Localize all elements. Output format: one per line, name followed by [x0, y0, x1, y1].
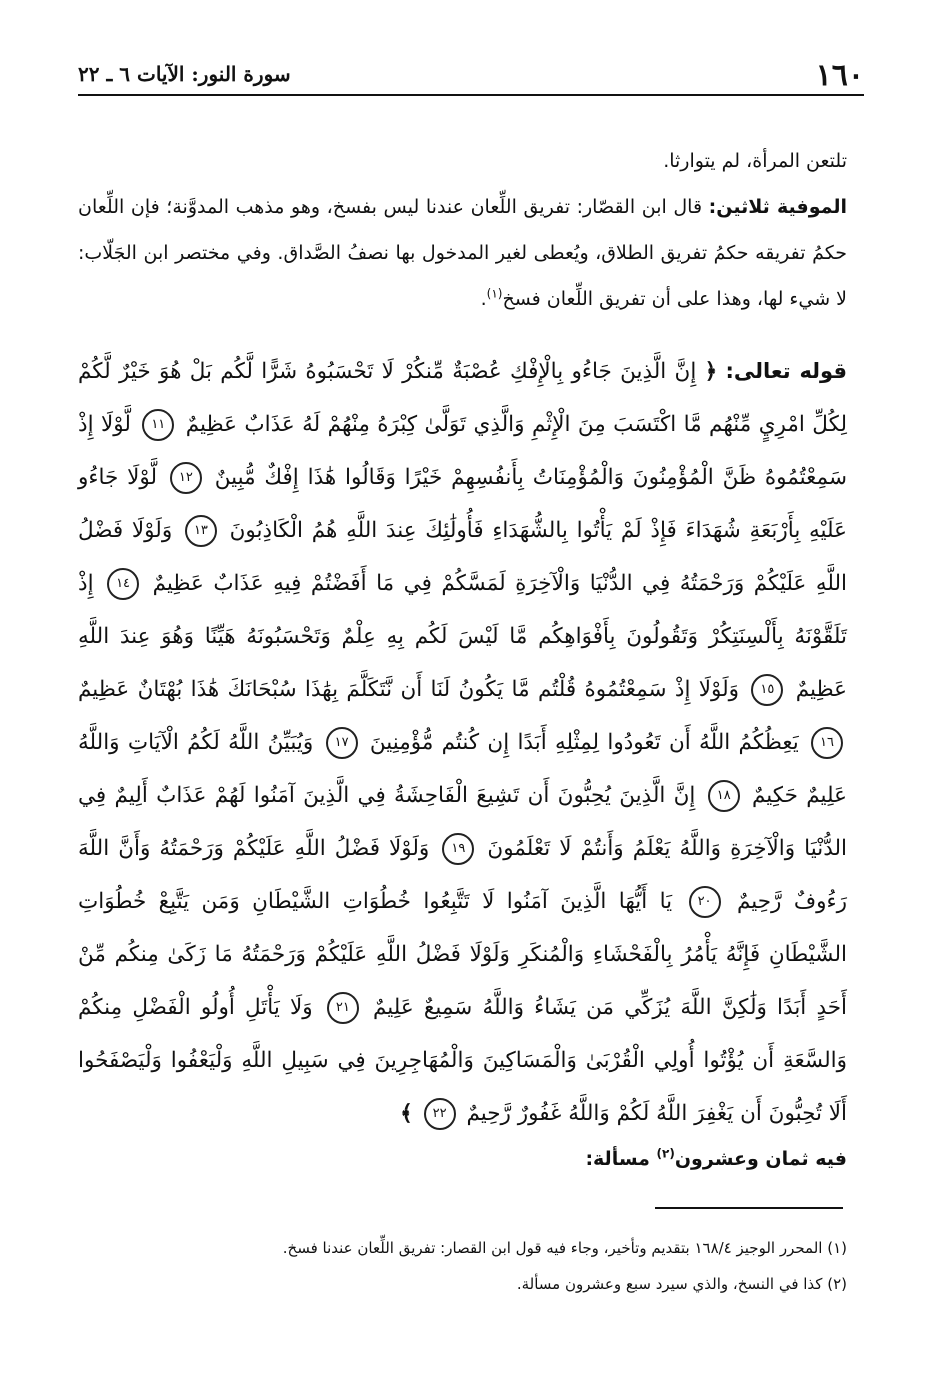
verse-14: وَلَوْلَا فَضْلُ اللَّهِ عَلَيْكُمْ وَرَحْمَتُهُ فِي الدُّنْيَا وَالْآخِرَةِ لَمَسَّكُمْ فِي مَا أَفَضْتُمْ فِيهِ عَذَابٌ عَظِيمٌ	[78, 518, 847, 596]
verse-number-marker: ١٨	[708, 780, 740, 812]
page-header	[78, 52, 864, 96]
verse-13: لَّوْلَا جَاءُو عَلَيْهِ بِأَرْبَعَةِ شُهَدَاءَ فَإِذْ لَمْ يَأْتُوا بِالشُّهَدَاءِ فَأُولَٰئِكَ عِندَ اللَّهِ هُمُ الْكَاذِبُونَ	[78, 465, 847, 543]
verse-number-marker: ١٩	[442, 833, 474, 865]
verse-number-marker: ١٤	[107, 568, 139, 600]
verse-22: وَلَا يَأْتَلِ أُولُو الْفَضْلِ مِنكُمْ وَالسَّعَةِ أَن يُؤْتُوا أُولِي الْقُرْبَىٰ وَالْمَسَاكِينَ وَالْمُهَاجِرِينَ فِي سَبِيلِ اللَّهِ وَلْيَعْفُوا وَلْيَصْفَحُوا أَلَا تُحِبُّونَ أَن يَغْفِرَ اللَّهُ لَكُمْ وَاللَّهُ غَفُورٌ رَّحِيمٌ	[78, 995, 847, 1126]
verse-18: وَيُبَيِّنُ اللَّهُ لَكُمُ الْآيَاتِ وَاللَّهُ عَلِيمٌ حَكِيمٌ	[78, 730, 847, 808]
paragraph-continuation: تلتعن المرأة، لم يتوارثا.	[663, 150, 847, 172]
verse-number-marker: ١٥	[751, 674, 783, 706]
verse-number-marker: ١١	[142, 409, 174, 441]
footnote-ref-2[interactable]: (٢)	[656, 1146, 675, 1161]
verse-17: يَعِظُكُمُ اللَّهُ أَن تَعُودُوا لِمِثْلِهِ أَبَدًا إِن كُنتُم مُّؤْمِنِينَ	[369, 730, 799, 755]
verse-number-marker: ١٢	[170, 462, 202, 494]
verse-20: وَلَوْلَا فَضْلُ اللَّهِ عَلَيْكُمْ وَرَحْمَتُهُ وَأَنَّ اللَّهَ رَءُوفٌ رَّحِيمٌ	[78, 836, 847, 914]
footnote-1: (١) المحرر الوجيز ١٦٨/٤ بتقديم وتأخير، وجاء فيه قول ابن القصار: تفريق اللِّعان عندنا فسخ.	[282, 1239, 847, 1257]
commentary-text	[78, 138, 847, 322]
footnotes	[78, 1230, 847, 1302]
verse-11: إِنَّ الَّذِينَ جَاءُو بِالْإِفْكِ عُصْبَةٌ مِّنكُرْ لَا تَحْسَبُوهُ شَرًّا لَّكُم بَلْ هُوَ خَيْرٌ لَّكُمْ لِكُلِّ امْرِيٍ مِّنْهُم مَّا اكْتَسَبَ مِنَ الْإِثْمِ وَالَّذِي تَوَلَّىٰ كِبْرَهُ مِنْهُمْ لَهُ عَذَابٌ عَظِيمٌ	[78, 359, 847, 437]
verse-12: لَّوْلَا إِذْ سَمِعْتُمُوهُ ظَنَّ الْمُؤْمِنُونَ وَالْمُؤْمِنَاتُ بِأَنفُسِهِمْ خَيْرًا وَقَالُوا هَٰذَا إِفْكٌ مُّبِينٌ	[78, 412, 847, 490]
verse-number-marker: ١٣	[185, 515, 217, 547]
verse-number-marker: ٢١	[327, 992, 359, 1024]
ornate-bracket-open: ﴿	[704, 359, 718, 384]
ornate-bracket-close: ﴾	[400, 1101, 413, 1126]
issues-text: فيه ثمان وعشرون	[674, 1148, 847, 1170]
verse-15: إِذْ تَلَقَّوْنَهُ بِأَلْسِنَتِكُرْ وَتَقُولُونَ بِأَفْوَاهِكُم مَّا لَيْسَ لَكُم بِهِ عِلْمٌ وَتَحْسَبُونَهُ هَيِّنًا وَهُوَ عِندَ اللَّهِ عَظِيمٌ	[78, 571, 847, 702]
page-number: ١٦٠	[815, 58, 864, 93]
quran-passage	[78, 345, 847, 1140]
footnote-ref-1[interactable]: (١)	[486, 286, 503, 301]
paragraph-issue-thirty	[78, 184, 847, 322]
issue-heading: الموفية ثلاثين:	[708, 196, 848, 218]
footnote-2: (٢) كذا في النسخ، والذي سيرد سبع وعشرون مسألة.	[516, 1275, 847, 1293]
verse-number-marker: ٢٠	[689, 886, 721, 918]
verse-number-marker: ١٧	[326, 727, 358, 759]
issues-text-end: مسألة:	[585, 1148, 657, 1170]
verse-number-marker: ٢٢	[424, 1098, 456, 1130]
verse-21: يَا أَيُّهَا الَّذِينَ آمَنُوا لَا تَتَّبِعُوا خُطُوَاتِ الشَّيْطَانِ وَمَن يَتَّبِعْ خُطُوَاتِ الشَّيْطَانِ فَإِنَّهُ يَأْمُرُ بِالْفَحْشَاءِ وَالْمُنكَرِ وَلَوْلَا فَضْلُ اللَّهِ عَلَيْكُمْ وَرَحْمَتُهُ مَا زَكَىٰ مِنكُم مِّنْ أَحَدٍ أَبَدًا وَلَٰكِنَّ اللَّهَ يُزَكِّي مَن يَشَاءُ وَاللَّهُ سَمِيعٌ عَلِيمٌ	[78, 889, 847, 1020]
issues-count-heading	[78, 1148, 847, 1170]
verse-number-marker: ١٦	[811, 727, 843, 759]
issue-text-end: .	[480, 288, 487, 310]
verse-16: وَلَوْلَا إِذْ سَمِعْتُمُوهُ قُلْتُم مَّا يَكُونُ لَنَا أَن نَّتَكَلَّمَ بِهَٰذَا سُبْحَانَكَ هَٰذَا بُهْتَانٌ عَظِيمٌ	[78, 677, 740, 702]
footnote-separator	[655, 1207, 843, 1209]
issue-text: قال ابن القصّار: تفريق اللِّعان عندنا ليس بفسخ، وهو مذهب المدوَّنة؛ فإن اللِّعان حكمُ تفريقه حكمُ تفريق الطلاق، ويُعطى لغير المدخول بها نصفُ الصَّداق. وفي مختصر ابن الجَلّاب: لا شيء لها، وهذا على أن تفريق اللِّعان فسخ	[78, 196, 847, 310]
running-title: سورة النور: الآيات ٦ ـ ٢٢	[78, 62, 291, 86]
verse-19: إِنَّ الَّذِينَ يُحِبُّونَ أَن تَشِيعَ الْفَاحِشَةُ فِي الَّذِينَ آمَنُوا لَهُمْ عَذَابٌ أَلِيمٌ فِي الدُّنْيَا وَالْآخِرَةِ وَاللَّهُ يَعْلَمُ وَأَنتُمْ لَا تَعْلَمُونَ	[78, 783, 848, 861]
quran-intro: قوله تعالى:	[725, 359, 847, 383]
